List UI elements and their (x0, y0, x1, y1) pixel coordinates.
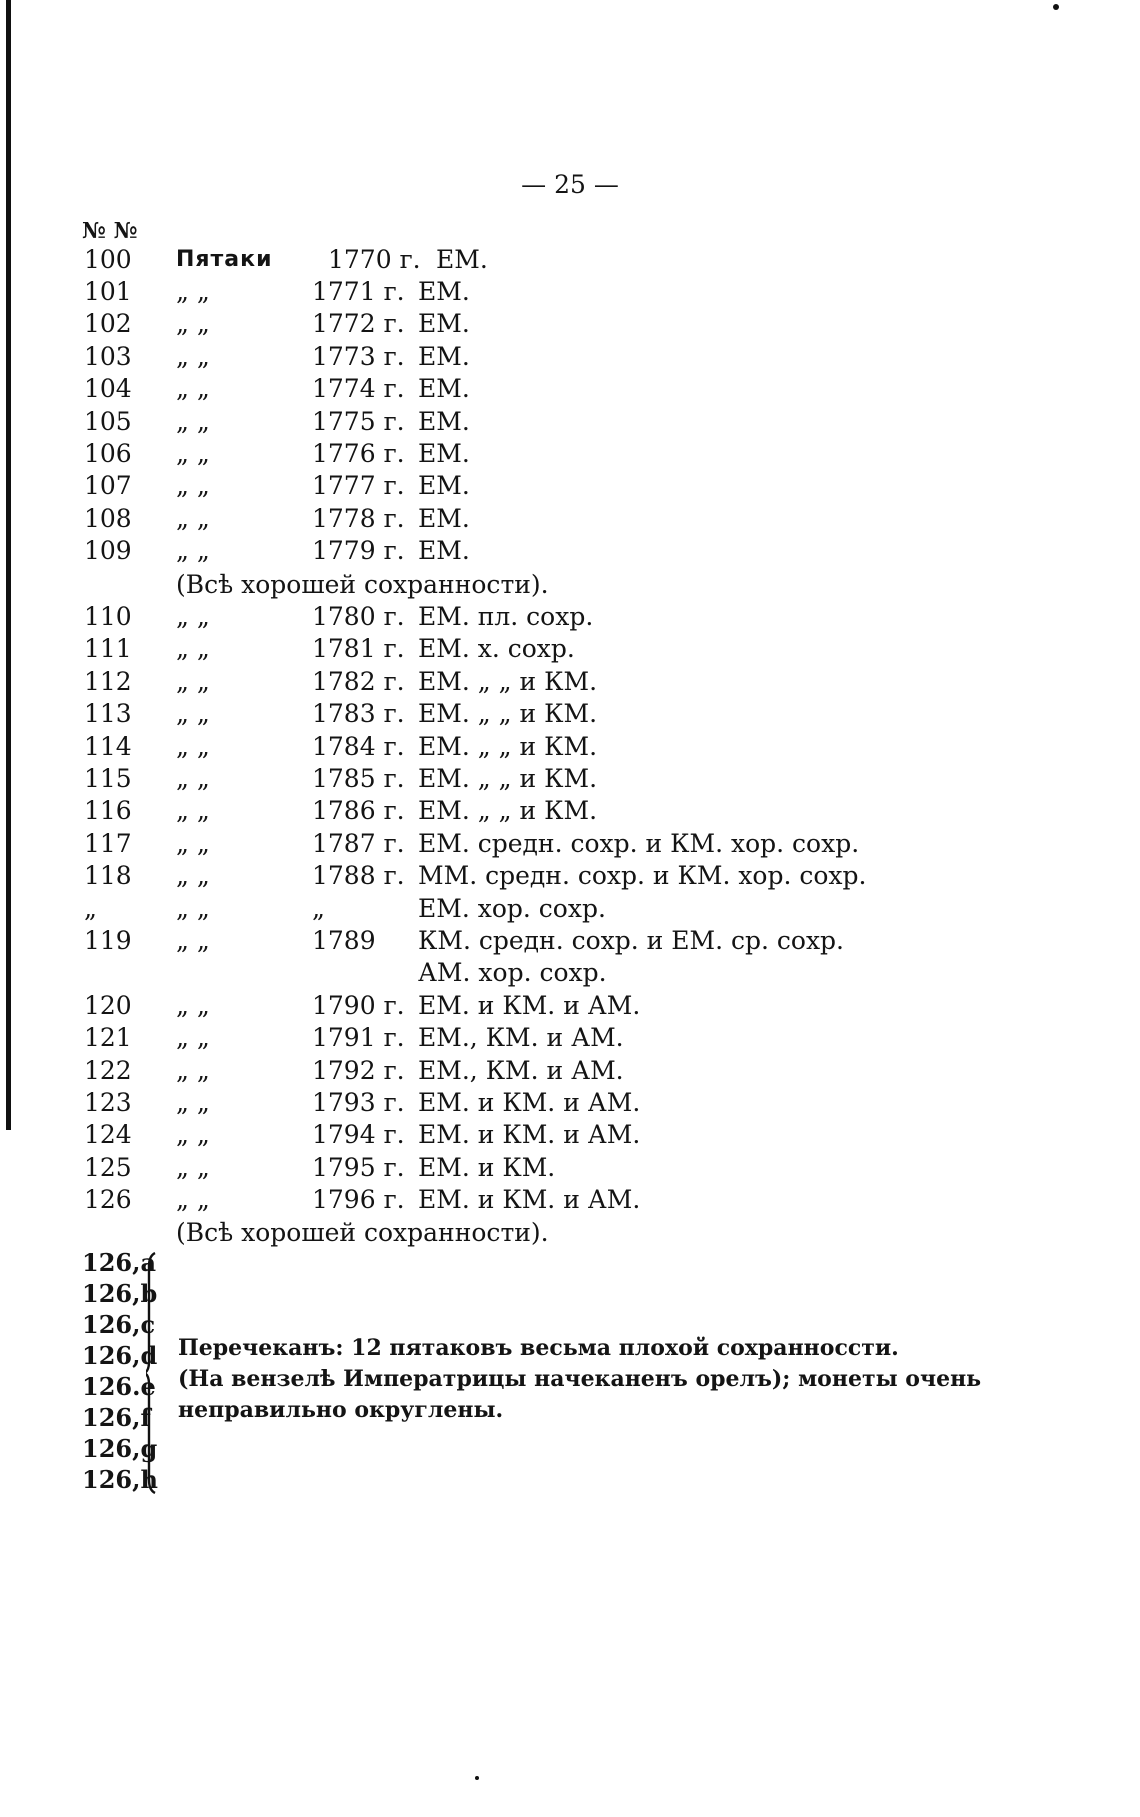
ditto-marks: „ „ (176, 828, 210, 858)
table-row (0, 763, 1140, 795)
coin-mint: ЕМ. и КМ. и АМ. (418, 1185, 641, 1215)
coin-mint: ЕМ. (418, 374, 470, 404)
item-number: 120 (84, 990, 132, 1020)
item-number: 114 (84, 731, 132, 761)
ditto-marks: „ „ (176, 634, 210, 664)
ditto-marks: „ „ (176, 1120, 210, 1150)
table-row (0, 795, 1140, 827)
coin-year: 1787 г. (312, 828, 405, 858)
table-row (0, 828, 1140, 860)
item-number: 101 (84, 277, 132, 306)
overstrike-description (178, 1333, 981, 1426)
coin-mint: ЕМ. пл. сохр. (418, 602, 594, 631)
item-number: 106 (84, 439, 132, 468)
item-number: 113 (84, 699, 132, 729)
ditto-marks: „ „ (176, 536, 210, 566)
item-number: 124 (84, 1120, 132, 1150)
coin-mint: ММ. средн. сохр. и КМ. хор. сохр. (418, 861, 867, 891)
condition-note: (Всѣ хорошей сохранности). (176, 570, 549, 599)
item-number: 117 (84, 828, 132, 858)
list-item: 126,a (82, 1248, 157, 1277)
table-row (0, 731, 1140, 763)
table-row (0, 990, 1140, 1022)
table-row (0, 1055, 1140, 1087)
coin-year: 1781 г. (312, 634, 405, 664)
item-number: 109 (84, 536, 132, 566)
ditto-marks: „ „ (176, 990, 210, 1020)
coin-mint: ЕМ. (436, 245, 488, 274)
coin-year: „ (312, 893, 325, 923)
table-row (0, 1087, 1140, 1119)
ditto-marks: „ „ (176, 406, 210, 436)
ditto-marks: „ „ (176, 861, 210, 891)
ditto-marks: „ „ (176, 471, 210, 501)
coin-mint: ЕМ. „ „ и КМ. (418, 796, 598, 826)
list-item: 126,f (82, 1403, 151, 1432)
table-row (0, 503, 1140, 535)
coin-mint: ЕМ. (418, 406, 470, 436)
coin-mint: ЕМ. (418, 277, 470, 306)
table-row (0, 470, 1140, 502)
table-row (0, 373, 1140, 405)
ditto-marks: „ „ (176, 374, 210, 404)
coin-mint: АМ. хор. сохр. (418, 958, 607, 988)
coin-year: 1778 г. (312, 503, 405, 533)
condition-note: (Всѣ хорошей сохранности). (176, 1218, 549, 1247)
coin-mint: ЕМ. „ „ и КМ. (418, 699, 598, 729)
ditto-marks: „ „ (176, 699, 210, 729)
ditto-marks: „ „ (176, 503, 210, 533)
table-row (0, 666, 1140, 698)
item-number: „ (84, 893, 97, 923)
scan-speck (475, 1776, 479, 1780)
table-row (0, 406, 1140, 438)
coin-mint: ЕМ. (418, 471, 470, 501)
ditto-marks: „ „ (176, 602, 210, 631)
table-row (0, 633, 1140, 665)
coin-mint: ЕМ., КМ. и АМ. (418, 1055, 624, 1085)
ditto-marks: „ „ (176, 764, 210, 793)
table-row (0, 698, 1140, 730)
coin-name: Пятаки (176, 247, 273, 272)
item-number: 115 (84, 764, 132, 793)
ditto-marks: „ „ (176, 309, 210, 339)
coin-year: 1784 г. (312, 731, 405, 761)
coin-year: 1796 г. (312, 1185, 405, 1215)
table-row (0, 957, 1140, 989)
coin-year: 1795 г. (312, 1152, 405, 1182)
item-number: 100 (84, 245, 132, 274)
coin-mint: ЕМ. „ „ и КМ. (418, 666, 598, 696)
number-column-header: № № (82, 218, 138, 244)
item-number: 110 (84, 602, 132, 631)
page-number: — 25 — (521, 170, 619, 199)
coin-mint: ЕМ. (418, 536, 470, 566)
list-item: 126,b (82, 1279, 158, 1308)
ditto-marks: „ „ (176, 1152, 210, 1182)
coin-year: 1790 г. (312, 990, 405, 1020)
coin-year: 1780 г. (312, 602, 405, 631)
list-item: 126.e (82, 1372, 156, 1401)
coin-year: 1794 г. (312, 1120, 405, 1150)
coin-year: 1771 г. (312, 277, 405, 306)
table-row (0, 1152, 1140, 1184)
coin-year: 1789 (312, 926, 376, 955)
coin-mint: ЕМ. (418, 439, 470, 468)
table-row (0, 893, 1140, 925)
item-number: 122 (84, 1055, 132, 1085)
coin-year: 1788 г. (312, 861, 405, 891)
scan-speck (1053, 4, 1059, 10)
coin-year: 1770 г. (328, 245, 421, 274)
coin-mint: ЕМ. хор. сохр. (418, 893, 606, 923)
ditto-marks: „ „ (176, 1185, 210, 1215)
coin-year: 1782 г. (312, 666, 405, 696)
item-number: 118 (84, 861, 132, 891)
ditto-marks: „ „ (176, 926, 210, 955)
coin-year: 1785 г. (312, 764, 405, 793)
item-number: 119 (84, 926, 132, 955)
ditto-marks: „ „ (176, 796, 210, 826)
table-row (0, 438, 1140, 470)
list-item: 126,c (82, 1310, 156, 1339)
coin-mint: ЕМ. и КМ. и АМ. (418, 1120, 641, 1150)
coin-mint: ЕМ. средн. сохр. и КМ. хор. сохр. (418, 828, 860, 858)
coin-mint: ЕМ. „ „ и КМ. (418, 731, 598, 761)
paragraph-line: (На вензелѣ Императрицы начеканенъ орелъ); монеты очень (178, 1366, 982, 1392)
coin-mint: ЕМ. „ „ и КМ. (418, 764, 598, 793)
coin-year: 1783 г. (312, 699, 405, 729)
coin-year: 1775 г. (312, 406, 405, 436)
coin-mint: ЕМ. и КМ. и АМ. (418, 990, 641, 1020)
table-row (0, 535, 1140, 567)
ditto-marks: „ „ (176, 1055, 210, 1085)
table-row (0, 1119, 1140, 1151)
item-number: 111 (84, 634, 132, 664)
coin-year: 1793 г. (312, 1088, 405, 1117)
table-row (0, 860, 1140, 892)
item-number: 112 (84, 666, 132, 696)
ditto-marks: „ „ (176, 1088, 210, 1117)
ditto-marks: „ „ (176, 277, 210, 306)
coin-mint: ЕМ. и КМ. (418, 1152, 556, 1182)
coin-mint: ЕМ. х. сохр. (418, 634, 575, 664)
coin-year: 1786 г. (312, 796, 405, 826)
table-row (0, 925, 1140, 957)
coin-year: 1774 г. (312, 374, 405, 404)
curly-brace-icon (146, 1252, 156, 1494)
ditto-marks: „ „ (176, 439, 210, 468)
coin-mint: ЕМ. (418, 341, 470, 371)
item-number: 125 (84, 1152, 132, 1182)
ditto-marks: „ „ (176, 341, 210, 371)
coin-mint: ЕМ. (418, 503, 470, 533)
paragraph-line: неправильно округлены. (178, 1397, 504, 1423)
item-number: 103 (84, 341, 132, 371)
coin-year: 1777 г. (312, 471, 405, 501)
ditto-marks: „ „ (176, 731, 210, 761)
item-number: 104 (84, 374, 132, 404)
item-number: 102 (84, 309, 132, 339)
item-number: 116 (84, 796, 132, 826)
item-number: 105 (84, 406, 132, 436)
item-number: 108 (84, 503, 132, 533)
item-number: 126 (84, 1185, 132, 1215)
coin-year: 1773 г. (312, 341, 405, 371)
table-row (0, 601, 1140, 633)
ditto-marks: „ „ (176, 666, 210, 696)
coin-mint: ЕМ. (418, 309, 470, 339)
coin-mint: ЕМ., КМ. и АМ. (418, 1023, 624, 1053)
list-item: 126,h (82, 1465, 158, 1494)
coin-mint: КМ. средн. сохр. и ЕМ. ср. сохр. (418, 926, 844, 955)
coin-year: 1779 г. (312, 536, 405, 566)
list-item: 126,g (82, 1434, 158, 1463)
ditto-marks: „ „ (176, 1023, 210, 1053)
table-row (0, 1184, 1140, 1216)
list-item: 126,d (82, 1341, 158, 1370)
coin-year: 1776 г. (312, 439, 405, 468)
item-number: 107 (84, 471, 132, 501)
table-row (0, 341, 1140, 373)
coin-mint: ЕМ. и КМ. и АМ. (418, 1088, 641, 1117)
coin-year: 1792 г. (312, 1055, 405, 1085)
coin-year: 1772 г. (312, 309, 405, 339)
table-row (0, 276, 1140, 308)
item-number: 121 (84, 1023, 132, 1053)
ditto-marks: „ „ (176, 893, 210, 923)
coin-year: 1791 г. (312, 1023, 405, 1053)
paragraph-line: Перечеканъ: 12 пятаковъ весьма плохой сохранноссти. (178, 1335, 899, 1361)
table-row (0, 308, 1140, 340)
item-number: 123 (84, 1088, 132, 1117)
table-row (0, 1022, 1140, 1054)
table-row (0, 244, 1140, 276)
